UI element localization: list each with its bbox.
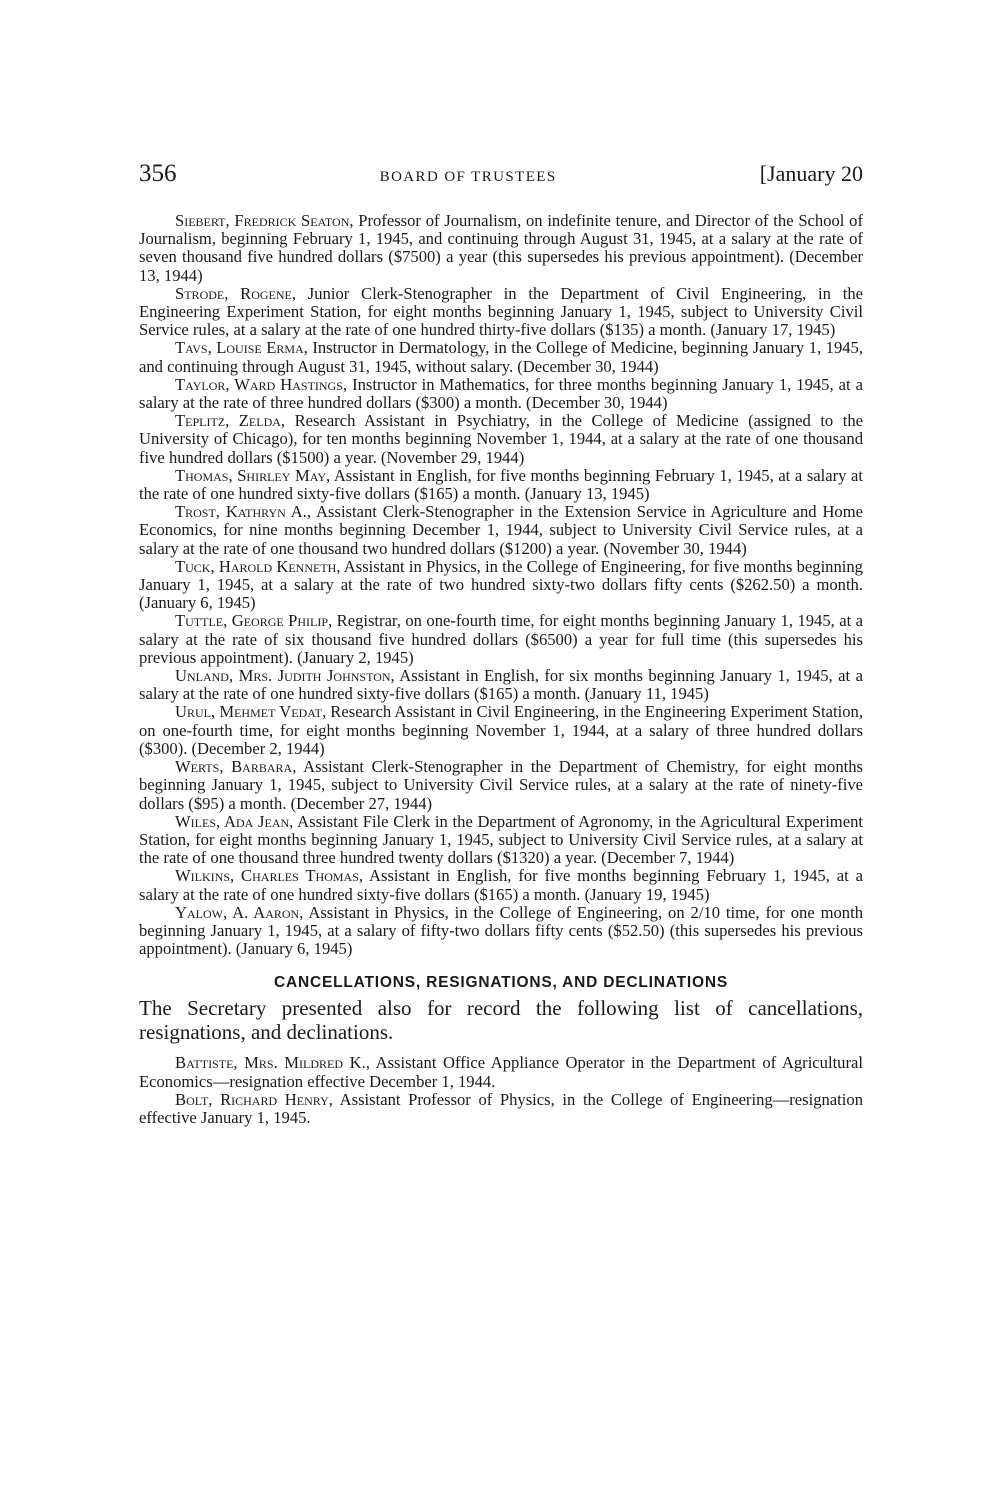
entry-text: Assistant in English, for six months beginning January 1, 1945, at a salary at the rate of one hundred sixty-five dollars ($165) a month. (January 11, 1945): [139, 666, 863, 704]
entry-name: Battiste, Mrs. Mildred K.,: [175, 1053, 370, 1073]
section-heading: CANCELLATIONS, RESIGNATIONS, AND DECLINATIONS: [274, 974, 728, 992]
document-page: [139, 160, 863, 1127]
appointment-entry: [139, 904, 863, 959]
appointment-entry: [139, 558, 863, 613]
entry-text: Assistant in Physics, in the College of Engineering, on 2/10 time, for one month beginning January 1, 1945, at a salary of fifty-two dollars fifty cents ($52.50) (this supersedes his previous appointment). (January 6, 1945): [139, 902, 863, 959]
entry-text: Research Assistant in Civil Engineering, in the Engineering Experiment Station, on one-fourth time, for eight months beginning November 1, 1944, at a salary of three hundred dollars ($300). (December 2, 1944): [139, 702, 863, 758]
entry-name: Tavs, Louise Erma,: [175, 338, 308, 358]
page-number: 356: [139, 160, 177, 187]
appointment-entry: [139, 667, 863, 703]
appointment-entry: [139, 703, 863, 758]
entry-text: Assistant Clerk-Stenographer in the Extension Service in Agriculture and Home Economics, for nine months beginning December 1, 1944, subject to University Civil Service rules, at a salary at the rate of one thousand two hundred dollars ($1200) a year. (November 30, 1944): [139, 502, 863, 558]
entry-text: Instructor in Dermatology, in the College of Medicine, beginning January 1, 1945, and continuing through August 31, 1945, without salary. (December 30, 1944): [139, 338, 863, 376]
appointment-entry: [139, 503, 863, 558]
appointment-entry: [139, 758, 863, 813]
entry-name: Unland, Mrs. Judith Johnston,: [175, 666, 395, 686]
appointment-entry: [139, 813, 863, 868]
entry-text: Assistant File Clerk in the Department of Agronomy, in the Agricultural Experiment Station, for eight months beginning January 1, 1945, subject to University Civil Service rules, at a salary at the rate of one thousand three hundred twenty dollars ($1320) a year. (December 7, 1944): [139, 811, 863, 868]
entry-name: Teplitz, Zelda,: [175, 411, 286, 431]
entry-text: Assistant Office Appliance Operator in the Department of Agricultural Economics—resignation effective December 1, 1944.: [139, 1053, 863, 1091]
cancellation-entry: [139, 1054, 863, 1090]
appointment-entry: [139, 285, 863, 340]
appointment-entry: [139, 412, 863, 467]
appointment-entry: [139, 867, 863, 903]
entry-text: Assistant in English, for five months beginning February 1, 1945, at a salary at the rate of one hundred sixty-five dollars ($165) a month. (January 19, 1945): [139, 866, 863, 904]
entry-name: Tuttle, George Philip,: [175, 611, 333, 631]
entry-text: Registrar, on one-fourth time, for eight months beginning January 1, 1945, at a salary at the rate of six thousand five hundred dollars ($6500) a year for full time (this supersedes his previous appointment). (January 2, 1945): [139, 611, 864, 667]
appointment-entry: [139, 376, 863, 412]
entry-text: Assistant in Physics, in the College of Engineering, for five months beginning January 1, 1945, at a salary at the rate of two hundred sixty-two dollars fifty cents ($262.50) a month. (January 6, 1945): [139, 556, 863, 613]
running-head: [139, 160, 863, 194]
entry-name: Tuck, Harold Kenneth,: [175, 556, 341, 576]
entry-name: Urul, Mehmet Vedat,: [175, 702, 327, 722]
appointment-entry: [139, 212, 863, 285]
cancellations-list: [139, 1054, 863, 1127]
entry-name: Siebert, Fredrick Seaton,: [175, 211, 354, 230]
entry-text: Instructor in Mathematics, for three months beginning January 1, 1945, at a salary at the rate of three hundred dollars ($300) a month. (December 30, 1944): [139, 374, 863, 413]
entry-text: Assistant Professor of Physics, in the College of Engineering—resignation effective January 1, 1945.: [139, 1089, 863, 1127]
entry-name: Yalow, A. Aaron,: [175, 902, 304, 922]
appointment-entry: [139, 467, 863, 503]
appointment-entry: [139, 339, 863, 375]
entry-text: Assistant in English, for five months beginning February 1, 1945, at a salary at the rate of one hundred sixty-five dollars ($165) a month. (January 13, 1945): [139, 465, 863, 504]
entry-text: Junior Clerk-Stenographer in the Department of Civil Engineering, in the Engineering Experiment Station, for eight months beginning January 1, 1945, subject to University Civil Service rules, at a salary at the rate of one hundred thirty-five dollars ($135) a month. (January 17, 1945): [139, 283, 863, 340]
entry-name: Taylor, Ward Hastings,: [175, 374, 348, 394]
entry-name: Bolt, Richard Henry,: [175, 1089, 333, 1109]
header-title: BOARD OF TRUSTEES: [379, 169, 557, 185]
cancellation-entry: [139, 1091, 863, 1127]
entry-name: Trost, Kathryn A.,: [175, 502, 312, 522]
entry-name: Strode, Rogene,: [175, 283, 297, 303]
entry-name: Thomas, Shirley May,: [175, 465, 331, 485]
entry-text: Research Assistant in Psychiatry, in the College of Medicine (assigned to the University of Chicago), for ten months beginning November 1, 1944, at a salary at the rate of one thousand five hundred dollars ($1500) a year. (November 29, 1944): [139, 411, 864, 467]
entry-name: Werts, Barbara,: [175, 757, 297, 777]
section-intro: The Secretary presented also for record the following list of cancellations, resignations, and declinations.: [139, 996, 863, 1045]
entry-name: Wiles, Ada Jean,: [175, 811, 294, 831]
appointment-entry: [139, 612, 863, 667]
entry-text: Assistant Clerk-Stenographer in the Department of Chemistry, for eight months beginning January 1, 1945, subject to University Civil Service rules, at a salary at the rate of ninety-five dollars ($95) a month. (December 27, 1944): [139, 757, 863, 813]
entry-name: Wilkins, Charles Thomas,: [175, 866, 364, 886]
appointments-list: [139, 212, 863, 958]
header-date: [January 20: [759, 161, 863, 186]
entry-text: Professor of Journalism, on indefinite tenure, and Director of the School of Journalism, beginning February 1, 1945, and continuing through August 31, 1945, at a salary at the rate of seven thousand five hundred dollars ($7500) a year (this supersedes his previous appointment). (December 13, 1944): [139, 211, 863, 285]
